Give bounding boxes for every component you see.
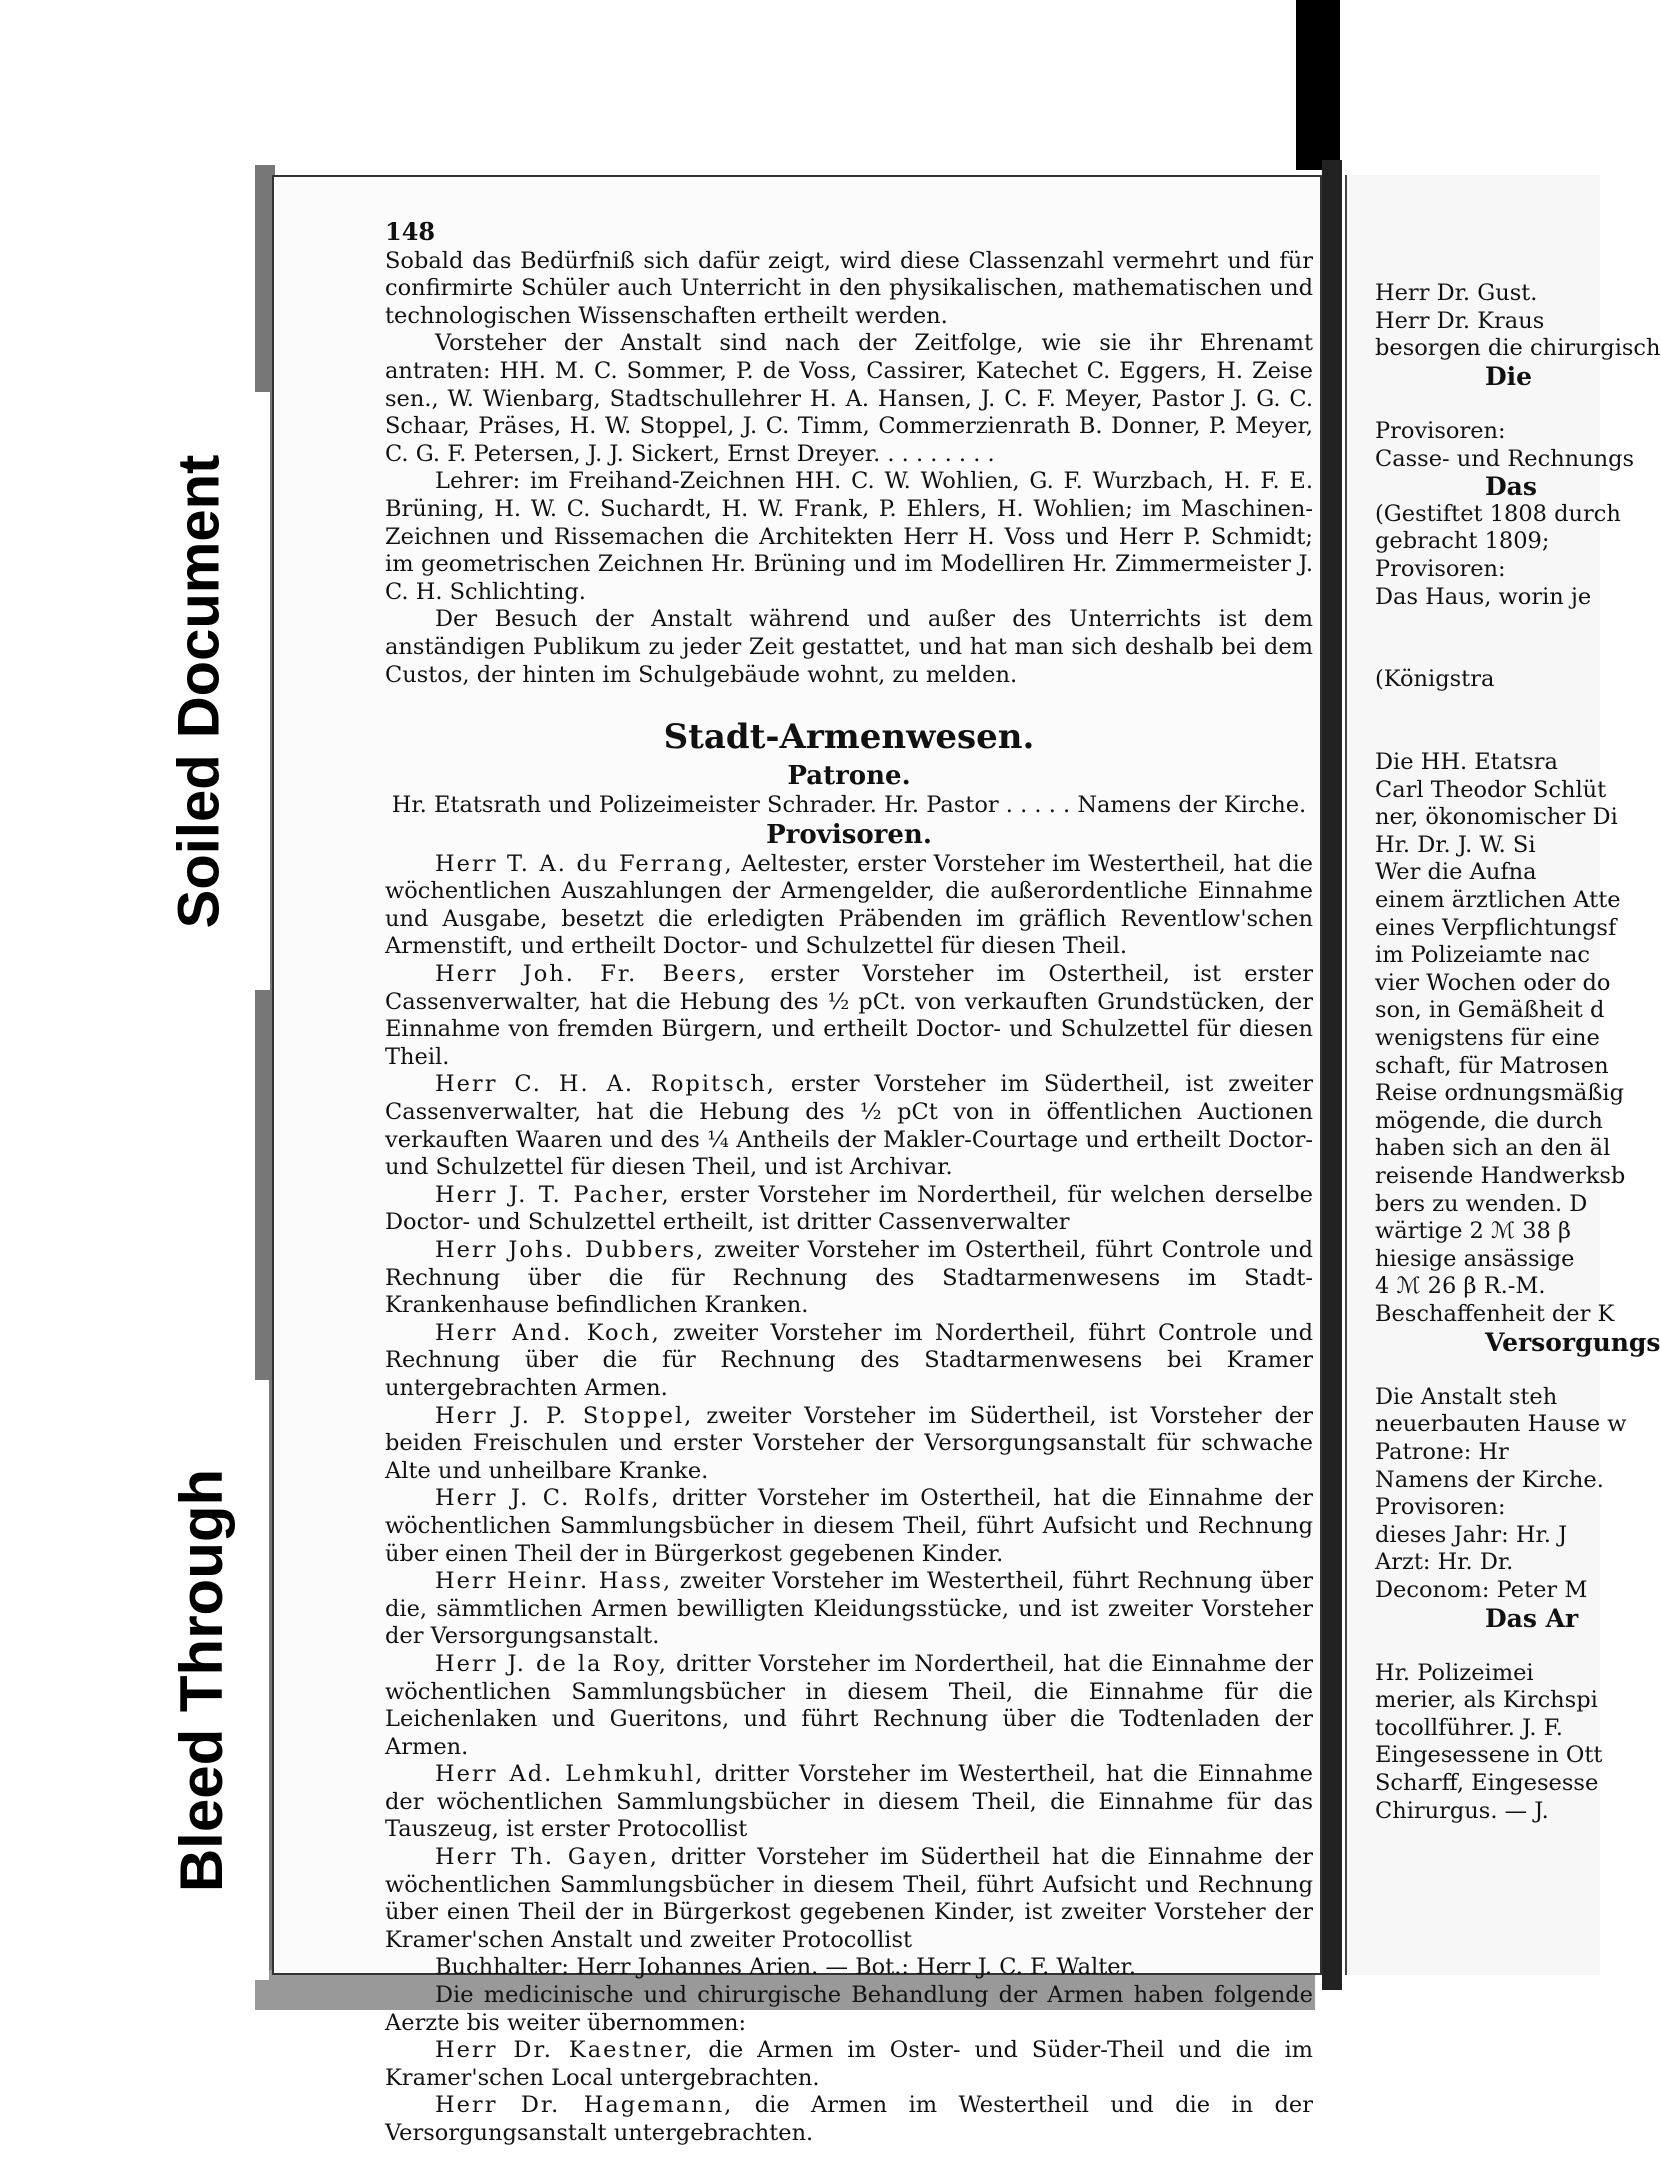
right-page-line: Casse- und Rechnungs <box>1375 445 1635 472</box>
right-page-line: Eingesessene in Ott <box>1375 1742 1603 1769</box>
right-page-line: mögende, die durch <box>1375 1107 1603 1134</box>
right-page-line: 4 ℳ 26 β R.-M. <box>1375 1273 1546 1300</box>
doctors-list <box>385 2037 1313 2147</box>
right-page-line: Wer die Aufna <box>1375 859 1537 886</box>
provisor-text: dritter Vorsteher im Westertheil, hat die Einnahme der wöchentlichen Sammlungsbücher in diesem Theil, die Einnahme für das Tauszeug, ist erster Protocollist <box>385 1761 1313 1843</box>
provisor-name: Herr C. H. A. Ropitsch, <box>435 1071 776 1098</box>
book-spine <box>1322 160 1342 1990</box>
provisor-text: dritter Vorsteher im Südertheil hat die Einnahme der wöchentlichen Sammlungsbücher in diesem Theil, führt Aufsicht und Rechnung über einen Theil der in Bürgerkost gegebenen Kinder, ist zweiter Vorsteher der Kramer'schen Anstalt und zweiter Protocollist <box>385 1844 1313 1953</box>
page-number: 148 <box>385 217 436 246</box>
bleed-through-label <box>135 1380 269 1980</box>
right-page-line: Hr. Polizeimei <box>1375 1659 1534 1686</box>
right-page-line: Versorgungs <box>1485 1327 1661 1357</box>
top-black-band <box>1296 0 1340 170</box>
provisoren-heading: Provisoren. <box>766 819 932 850</box>
right-page-line: hiesige ansässige <box>1375 1245 1575 1272</box>
provisor-text: zweiter Vorsteher im Nordertheil, führt Controle und Rechnung über die für Rechnung des Stadtarmenwesens bei Kramer untergebrachten Armen. <box>385 1319 1313 1401</box>
doctor-entry <box>385 2037 1313 2092</box>
right-page-line: Die HH. Etatsra <box>1375 749 1558 776</box>
provisor-name: Herr Ad. Lehmkuhl, <box>435 1761 705 1788</box>
provisor-name: Herr T. A. du Ferrang, <box>435 850 734 877</box>
right-page-line <box>1375 390 1600 418</box>
provisor-entry <box>385 961 1313 1071</box>
provisor-name: Herr Joh. Fr. Beers, <box>435 961 748 988</box>
provisor-name: Herr J. T. Pacher, <box>435 1181 671 1208</box>
right-page-line <box>1375 639 1600 667</box>
right-page-line: besorgen die chirurgisch <box>1375 335 1661 362</box>
right-page-line: vier Wochen oder do <box>1375 969 1611 996</box>
right-page-line: Arzt: Hr. Dr. <box>1375 1549 1514 1576</box>
right-page-line: Die Anstalt steh <box>1375 1383 1558 1410</box>
provisor-name: Herr J. de la Roy, <box>435 1650 668 1677</box>
soiled-document-text: Soiled Document <box>166 454 232 928</box>
provisor-entry <box>385 1485 1313 1568</box>
right-page-line: (Gestiftet 1808 durch <box>1375 500 1621 527</box>
soiled-document-label <box>128 392 270 990</box>
provisor-entry <box>385 1403 1313 1486</box>
right-page-line: ner, ökonomischer Di <box>1375 804 1618 831</box>
right-page-line: Beschaffenheit der K <box>1375 1300 1615 1327</box>
provisor-text: erster Vorsteher im Nordertheil, für welchen derselbe Doctor- und Schulzettel ertheilt, ist dritter Cassenverwalter <box>385 1181 1313 1236</box>
right-page-line <box>1375 1632 1600 1660</box>
doctor-name: Herr Dr. Hagemann, <box>435 2092 734 2119</box>
doctor-entry <box>385 2092 1313 2147</box>
vorsteher-paragraph: Vorsteher der Anstalt sind nach der Zeitfolge, wie sie ihr Ehrenamt antraten: HH. M. C. Sommer, P. de Voss, Cassirer, Katechet C. Eggers, H. Zeise sen., W. Wienbarg, Stadtschullehrer H. A. Hansen, J. C. F. Meyer, Pastor J. G. C. Schaar, Präses, H. W. Stoppel, J. C. Timm, Commerzienrath B. Donner, P. Meyer, C. G. F. Petersen, J. J. Sickert, Ernst Dreyer. . . . . . . . . <box>385 330 1313 467</box>
right-page-line: Herr Dr. Kraus <box>1375 307 1545 334</box>
right-page-line: Das <box>1485 472 1537 502</box>
provisor-text: zweiter Vorsteher im Ostertheil, führt Controle und Rechnung über die für Rechnung des Stadtarmenwesens im Stadt-Krankenhause befindlichen Kranken. <box>385 1237 1313 1319</box>
right-page-line: Namens der Kirche. <box>1375 1466 1604 1493</box>
right-page-line: dieses Jahr: Hr. J <box>1375 1521 1568 1548</box>
provisor-entry <box>385 1071 1313 1181</box>
right-page-line: Provisoren: <box>1375 417 1506 444</box>
right-page-line: Deconom: Peter M <box>1375 1576 1588 1603</box>
right-page-line <box>1375 694 1600 722</box>
right-page-line <box>1375 611 1600 639</box>
provisor-name: Herr Johs. Dubbers, <box>435 1237 706 1263</box>
right-page-line: reisende Handwerksb <box>1375 1163 1626 1189</box>
provisor-entry <box>385 1761 1313 1844</box>
right-page-line: Provisoren: <box>1375 555 1506 582</box>
provisor-text: zweiter Vorsteher im Südertheil, ist Vorsteher der beiden Freischulen und erster Vorsteher der Versorgungsanstalt für schwache Alte und unheilbare Kranke. <box>385 1402 1313 1484</box>
provisor-entry <box>385 1237 1313 1320</box>
doctor-text: die Armen im Oster- und Süder-Theil und die im Kramer'schen Local untergebrachten. <box>385 2037 1313 2091</box>
provisor-entry <box>385 1182 1313 1237</box>
right-page-line <box>1375 722 1600 750</box>
right-page-line: Das Haus, worin je <box>1375 583 1592 610</box>
right-page-line: Provisoren: <box>1375 1494 1506 1521</box>
provisor-text: zweiter Vorsteher im Westertheil, führt Rechnung über die, sämmtlichen Armen bewilligten Kleidungsstücke, und ist zweiter Vorsteher der Versorgungsanstalt. <box>385 1568 1314 1650</box>
provisor-name: Herr And. Koch, <box>435 1319 661 1346</box>
patrone-heading: Patrone. <box>787 761 911 792</box>
lehrer-paragraph: Lehrer: im Freihand-Zeichnen HH. C. W. Wohlien, G. F. Wurzbach, H. F. E. Brüning, H. W. C. Suchardt, H. W. Frank, P. Ehlers, H. Wohlien; im Maschinen-Zeichnen und Rissemachen die Architekten Herr H. Voss und Herr P. Schmidt; im geometrischen Zeichnen Hr. Brüning und im Modelliren Hr. Zimmermeister J. C. H. Schlichting. <box>385 468 1313 605</box>
besuch-paragraph: Der Besuch der Anstalt während und außer des Unterrichts ist dem anständigen Publikum zu jeder Zeit gestattet, und hat man sich deshalb bei dem Custos, der hinten im Schulgebäude wohnt, zu melden. <box>385 606 1313 688</box>
intro-paragraph: Sobald das Bedürfniß sich dafür zeigt, wird diese Classenzahl vermehrt und für confirmirte Schüler auch Unterricht in den physikalischen, mathematischen und technologischen Wissenschaften ertheilt werden. <box>385 247 1313 329</box>
right-page-line: Scharff, Eingesesse <box>1375 1770 1599 1797</box>
right-page-line: im Polizeiamte nac <box>1375 942 1590 969</box>
right-page-line: Reise ordnungsmäßig <box>1375 1080 1624 1107</box>
right-page-line: wärtige 2 ℳ 38 β <box>1375 1218 1572 1245</box>
right-page-line: wenigstens für eine <box>1375 1025 1600 1052</box>
provisor-text: erster Vorsteher im Ostertheil, ist erster Cassenverwalter, hat die Hebung des ½ pCt. von verkauften Grundstücken, der Einnahme von fremden Bürgern, und ertheilt Doctor- und Schulzettel für diesen Theil. <box>385 961 1313 1070</box>
provisor-entry <box>385 1844 1313 1954</box>
right-page-line: einem ärztlichen Atte <box>1375 887 1621 914</box>
right-page-line: Herr Dr. Gust. <box>1375 280 1538 306</box>
provisoren-list <box>385 851 1313 1955</box>
doctor-text: die Armen im Westertheil und die in der Versorgungsanstalt untergebrachten. <box>385 2092 1313 2146</box>
right-page-line <box>1375 1356 1600 1384</box>
provisor-entry <box>385 1320 1313 1403</box>
right-page-line: Hr. Dr. J. W. Si <box>1375 831 1536 858</box>
right-page-line: haben sich an den äl <box>1375 1135 1611 1162</box>
provisor-text: dritter Vorsteher im Nordertheil, hat die Einnahme der wöchentlichen Sammlungsbücher in diesem Theil, die Einnahme für die Leichenlaken und Gueritons, und führt Rechnung über die Todtenladen der Armen. <box>385 1650 1313 1760</box>
bleed-through-text: Bleed Through <box>168 1468 236 1892</box>
buchhalter-line: Buchhalter: Herr Johannes Arien. — Bot.: Herr J. C. F. Walter. <box>435 1954 1136 1981</box>
patrone-line: Hr. Etatsrath und Polizeimeister Schrader. Hr. Pastor . . . . . Namens der Kirche. <box>391 792 1307 819</box>
provisor-entry <box>385 851 1313 961</box>
right-page-line: schaft, für Matrosen <box>1375 1052 1609 1079</box>
right-page-line: Patrone: Hr <box>1375 1438 1509 1465</box>
right-page-line: Chirurgus. — J. <box>1375 1797 1549 1824</box>
medicin-paragraph: Die medicinische und chirurgische Behandlung der Armen haben folgende Aerzte bis weiter übernommen: <box>385 1982 1313 2036</box>
section-heading: Stadt-Armenwesen. <box>663 717 1035 758</box>
provisor-name: Herr Heinr. Hass, <box>435 1568 673 1595</box>
right-page-line: tocollführer. J. F. <box>1375 1714 1563 1741</box>
provisor-name: Herr Th. Gayen, <box>435 1844 659 1871</box>
provisor-entry <box>385 1651 1313 1761</box>
provisor-text: Aeltester, erster Vorsteher im Westertheil, hat die wöchentlichen Auszahlungen der Armengelder, die außerordentliche Einnahme und Ausgabe, besetzt die erledigten Präbenden im gräflich Reventlow'schen Armenstift, und ertheilt Doctor- und Schulzettel für diesen Theil. <box>385 850 1313 960</box>
provisor-name: Herr J. C. Rolfs, <box>435 1485 661 1512</box>
right-page-line: son, in Gemäßheit d <box>1375 997 1605 1024</box>
right-page-line: Carl Theodor Schlüt <box>1375 776 1607 803</box>
provisor-entry <box>385 1568 1313 1651</box>
provisor-text: erster Vorsteher im Südertheil, ist zweiter Cassenverwalter, hat die Hebung des ½ pCt von in öffentlichen Auctionen verkauften Waaren und des ¼ Antheils der Makler-Courtage und ertheilt Doctor- und Schulzettel für diesen Theil, und ist Archivar. <box>385 1071 1314 1181</box>
doctor-name: Herr Dr. Kaestner, <box>435 2037 695 2064</box>
right-page-text <box>1375 280 1661 1825</box>
right-page-line: eines Verpflichtungsf <box>1375 914 1617 941</box>
right-page-line: gebracht 1809; <box>1375 528 1550 555</box>
right-page-line: merier, als Kirchspi <box>1375 1687 1598 1714</box>
right-page-line: neuerbauten Hause w <box>1375 1411 1627 1438</box>
left-page-text <box>385 218 1313 2148</box>
right-page-line: Die <box>1485 361 1533 391</box>
provisor-text: dritter Vorsteher im Ostertheil, hat die Einnahme der wöchentlichen Sammlungsbücher in diesem Theil, führt Aufsicht und Rechnung über einen Theil der in Bürgerkost gegebenen Kinder. <box>385 1485 1314 1567</box>
right-page-line: Das Ar <box>1485 1603 1579 1633</box>
provisor-name: Herr J. P. Stoppel, <box>435 1402 694 1429</box>
right-page-line: bers zu wenden. D <box>1375 1190 1588 1217</box>
right-page-line: (Königstra <box>1375 666 1495 693</box>
